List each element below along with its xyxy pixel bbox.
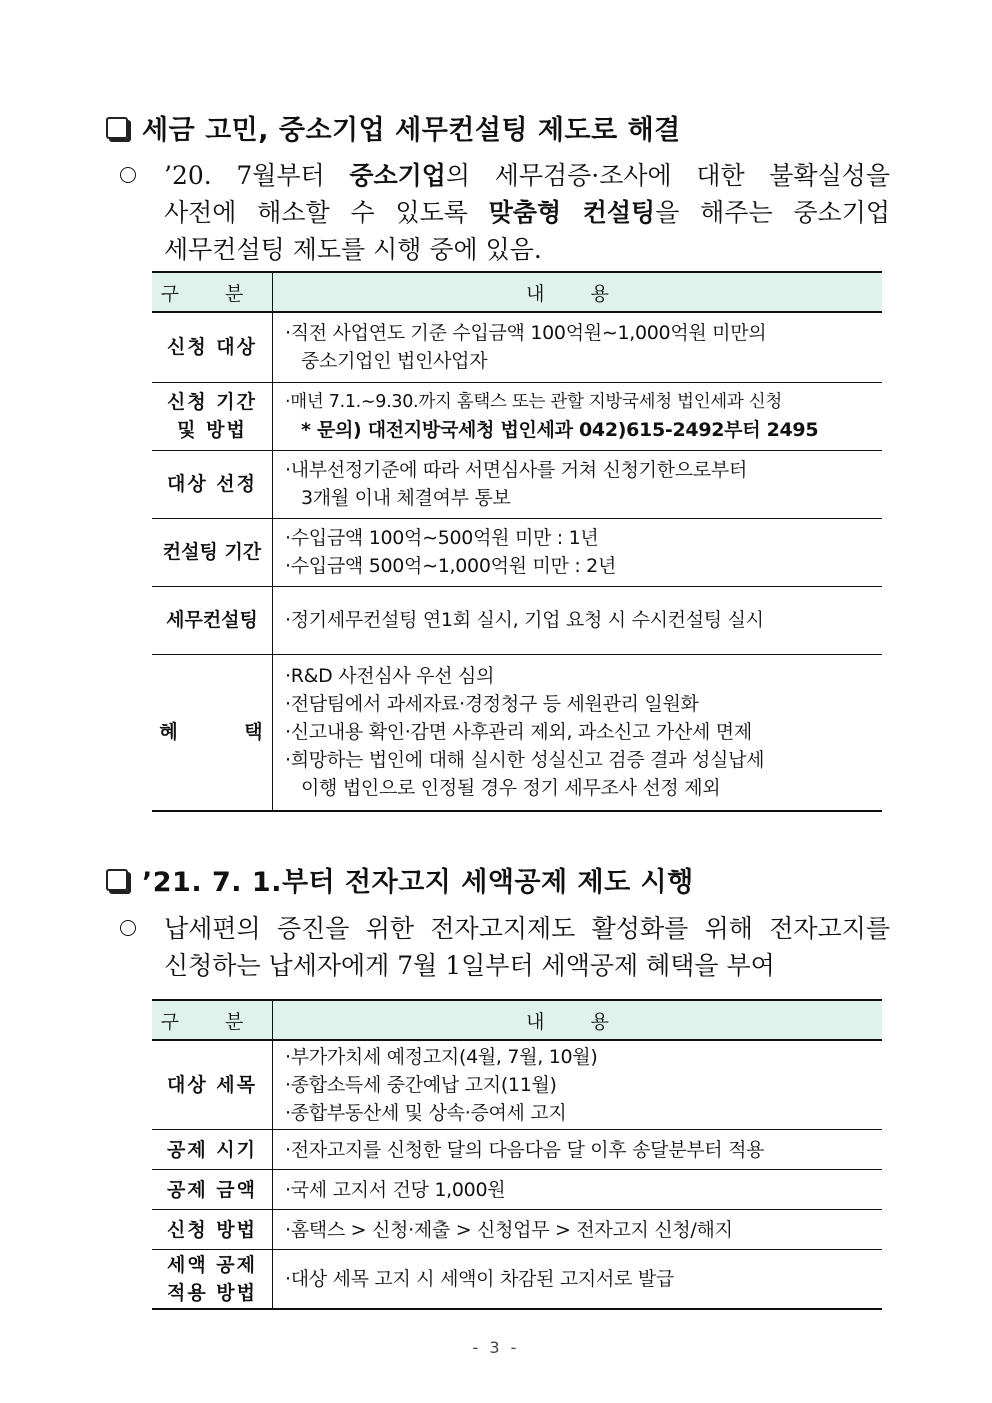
row-label: 대상 세목 [152, 1040, 273, 1130]
row-label: 세액 공제 적용 방법 [152, 1250, 273, 1310]
row-label: 공제 금액 [152, 1170, 273, 1210]
section1-heading-text: 세금 고민, 중소기업 세무컨설팅 제도로 해결 [142, 115, 681, 146]
row-label: 대상 선정 [152, 450, 273, 518]
section1-para-line-1: ’20. 7월부터 중소기업의 세무검증·조사에 대한 불확실성을 [164, 161, 890, 190]
row-content: ·수입금액 100억∼500억원 미만 : 1년 ·수입금액 500억∼1,000억원 미만 : 2년 [273, 518, 883, 586]
table-row [152, 1250, 882, 1310]
row-content: ·부가가치세 예정고지(4월, 7월, 10월) ·종합소득세 중간예납 고지(11월) ·종합부동산세 및 상속·증여세 고지 [273, 1040, 883, 1130]
table-row [152, 312, 882, 382]
consulting-table [152, 271, 882, 812]
table-header [152, 1000, 882, 1040]
table-row [152, 1130, 882, 1170]
section2-paragraph [120, 910, 890, 984]
row-content: ·대상 세목 고지 시 세액이 차감된 고지서로 발급 [273, 1250, 883, 1310]
row-label: 신청 기간 및 방법 [152, 382, 273, 450]
section1-heading [106, 108, 681, 147]
header-content-cell: 내 용 [273, 1000, 883, 1040]
row-content: ·직전 사업연도 기준 수입금액 100억원∼1,000억원 미만의 중소기업인 법인사업자 [273, 312, 883, 382]
row-content: ·전자고지를 신청한 달의 다음다음 달 이후 송달분부터 적용 [273, 1130, 883, 1170]
row-content: ·정기세무컨설팅 연1회 실시, 기업 요청 시 수시컨설팅 실시 [273, 586, 883, 654]
row-content: ·내부선정기준에 따라 서면심사를 거쳐 신청기한으로부터 3개월 이내 체결여부 통보 [273, 450, 883, 518]
table-row [152, 1040, 882, 1130]
e-notice-table [152, 999, 882, 1310]
circle-bullet-icon [120, 920, 136, 936]
section1-para-line-2: 사전에 해소할 수 있도록 맞춤형 컨설팅을 해주는 중소기업 [164, 198, 890, 227]
row-label: 신청 대상 [152, 312, 273, 382]
section2-heading-text: ’21. 7. 1.부터 전자고지 세액공제 제도 시행 [142, 867, 694, 898]
checkbox-square-icon [106, 117, 128, 139]
table-row [152, 382, 882, 450]
row-label: 세무컨설팅 [152, 586, 273, 654]
section2-para-line-2: 신청하는 납세자에게 7월 1일부터 세액공제 혜택을 부여 [164, 951, 775, 980]
row-label: 혜 택 [152, 654, 273, 811]
table-header [152, 272, 882, 312]
section1-paragraph [120, 157, 890, 268]
header-label-cell: 구 분 [152, 272, 273, 312]
section2-para-line-1: 납세편의 증진을 위한 전자고지제도 활성화를 위해 전자고지를 [164, 914, 890, 943]
row-content: ·국세 고지서 건당 1,000원 [273, 1170, 883, 1210]
checkbox-square-icon [106, 869, 128, 891]
table-row [152, 586, 882, 654]
circle-bullet-icon [120, 167, 136, 183]
page-number: - 3 - [472, 1338, 520, 1357]
row-content: ·매년 7.1.∼9.30.까지 홈택스 또는 관할 지방국세청 법인세과 신청 * 문의) 대전지방국세청 법인세과 042)615-2492부터 2495 [273, 382, 883, 450]
row-content: ·홈택스 > 신청·제출 > 신청업무 > 전자고지 신청/해지 [273, 1210, 883, 1250]
table-row [152, 450, 882, 518]
section1-para-line-3: 세무컨설팅 제도를 시행 중에 있음. [164, 235, 542, 264]
row-label: 공제 시기 [152, 1130, 273, 1170]
table-row [152, 654, 882, 811]
contact-note: * 문의) 대전지방국세청 법인세과 042)615-2492부터 2495 [301, 419, 819, 441]
row-label: 컨설팅 기간 [152, 518, 273, 586]
row-content: ·R&D 사전심사 우선 심의 ·전담팀에서 과세자료·경정청구 등 세원관리 일원화 ·신고내용 확인·감면 사후관리 제외, 과소신고 가산세 면제 ·희망하는 법인에 대해 실시한 성실신고 검증 결과 성실납세 이행 법인으로 인정될 경우 정기 세무조사 선정 제외 [273, 654, 883, 811]
header-content-cell: 내 용 [273, 272, 883, 312]
header-label-cell: 구 분 [152, 1000, 273, 1040]
table-row [152, 1170, 882, 1210]
table-row [152, 1210, 882, 1250]
table-row [152, 518, 882, 586]
section2-heading [106, 860, 694, 899]
row-label: 신청 방법 [152, 1210, 273, 1250]
